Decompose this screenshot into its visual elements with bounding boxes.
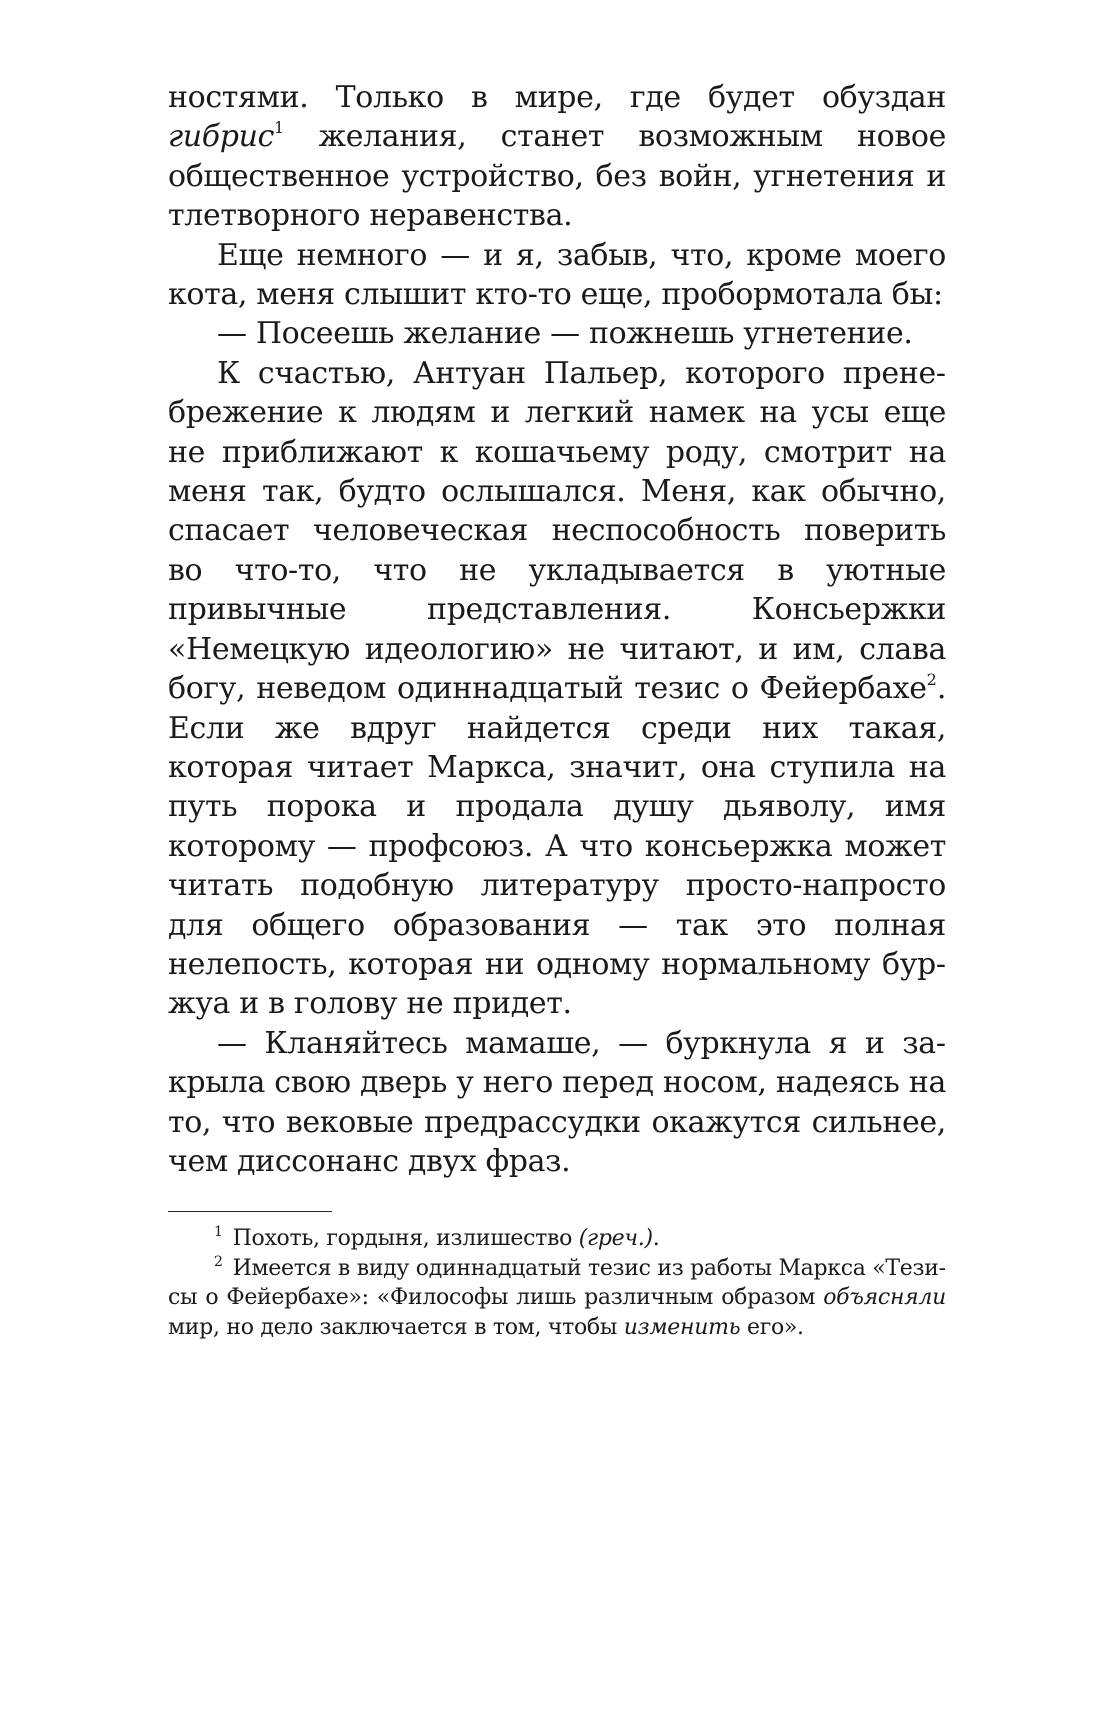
paragraph-1: ностями. Только в мире, где будет обуздан гибрис$^1$ желания, станет возможным новое общественное устройство, без войн, угнетения и тлетворного неравенства.: [168, 80, 946, 234]
paragraph-5: — Кланяйтесь мамаше, — буркнула я и закрыла свою дверь у него перед носом, надеясь на то, что вековые предрассудки окажутся сильнее, чем диссонанс двух фраз.: [168, 1025, 946, 1179]
footnotes: [168, 1224, 946, 1342]
paragraph-2: Еще немного — и я, забыв, что, кроме моего кота, меня слышит кто-то еще, пробормотала бы:: [168, 237, 946, 313]
footnote-1: $^1$ Похоть, гордыня, излишество (греч.).: [214, 1224, 660, 1252]
footnote-number: 2: [214, 1253, 223, 1270]
paragraph-4: К счастью, Антуан Пальер, которого пренебрежение к людям и легкий намек на усы еще не приближают к кошачьему роду, смотрит на меня так, будто ослышался. Меня, как обычно, спасает человеческая неспособность поверить во что-то, что не укладывается в уютные привычные представления. Консьержки «Немецкую идеологию» не читают, и им, слава богу, неведом одиннадцатый тезис о Фейербахе$^2$. Если же вдруг найдется среди них такая, которая читает Маркса, значит, она ступила на путь порока и продала душу дьяволу, имя которому — профсоюз. А что консьержка может читать подобную литературу просто-напросто для общего образования — так это полная нелепость, которая ни одному нормальному буржуа и в голову не придет.: [168, 355, 946, 1022]
footnote-divider: [168, 1211, 332, 1212]
footnote-number: 1: [214, 1224, 223, 1241]
paragraph-3: — Посеешь желание — пожнешь угнетение.: [217, 316, 913, 352]
footnote-ref-1[interactable]: 1: [274, 118, 285, 138]
footnote-ref-2[interactable]: 2: [926, 670, 937, 690]
footnote-2: $^2$ Имеется в виду одиннадцатый тезис из работы Маркса «Тезисы о Фейербахе»: «Философы лишь различным образом объясняли мир, но дело заключается в том, чтобы изменить его».: [168, 1253, 946, 1340]
book-page: [168, 78, 946, 1342]
italic-term: гибрис: [168, 119, 275, 155]
main-text: [168, 78, 946, 1181]
